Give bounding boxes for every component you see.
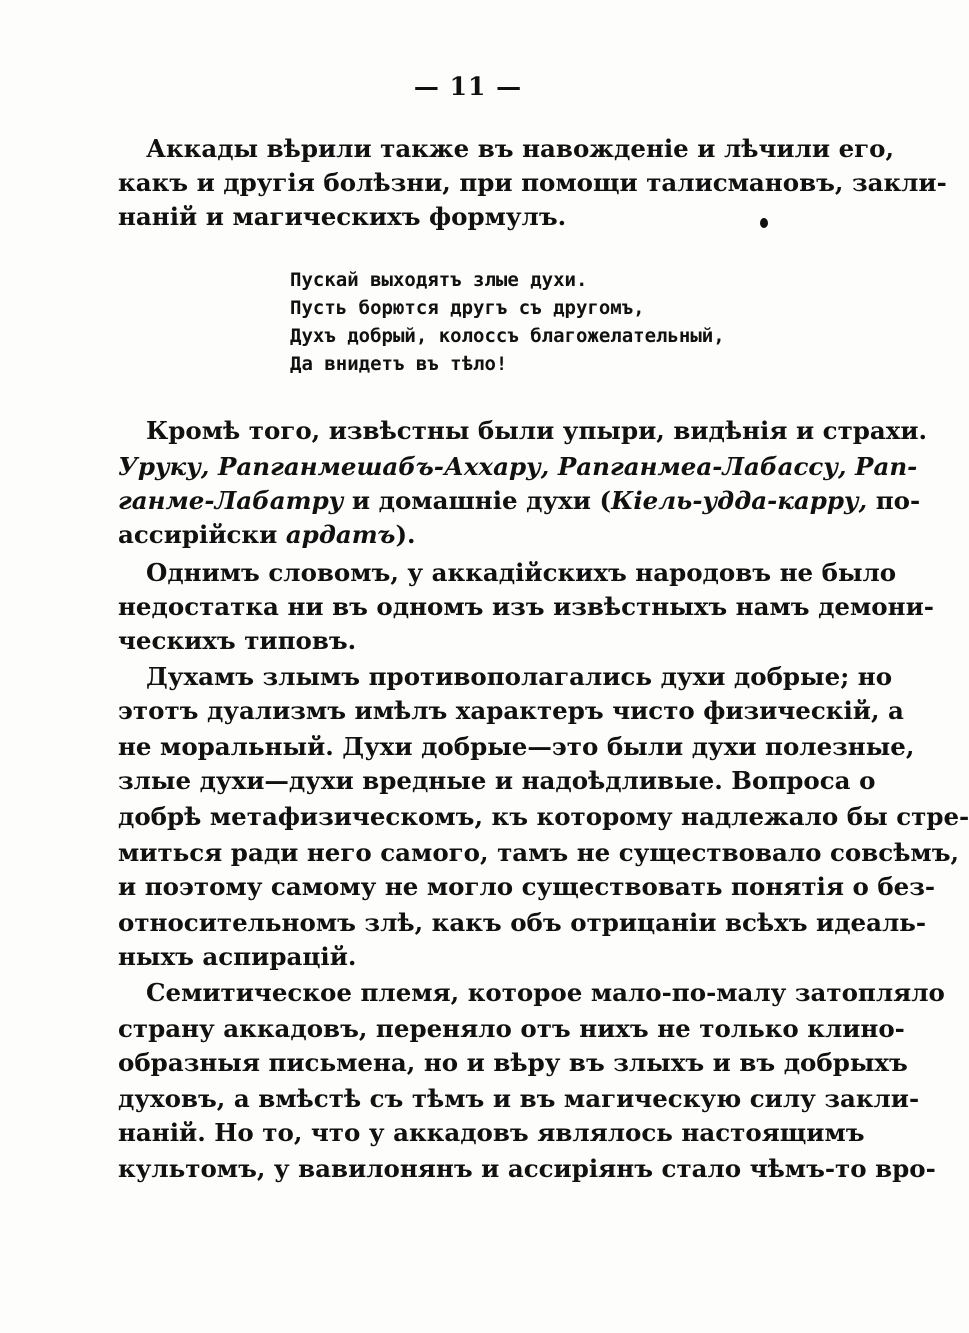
text-line: Семитическое племя, которое мало-по-малу затопляло: [146, 978, 945, 1007]
italic-text: ардатъ: [285, 520, 396, 549]
text-line: ческихъ типовъ.: [118, 626, 357, 655]
italic-text: ганме-Лабатру: [118, 486, 344, 515]
ink-dot: [760, 218, 768, 228]
text-line: злые духи—духи вредные и надоѣдливые. Вопроса о: [118, 766, 876, 795]
text-line: наній. Но то, что у аккадовъ являлось настоящимъ: [118, 1118, 865, 1147]
text-span: по-: [867, 486, 921, 515]
text-line: ныхъ аспирацій.: [118, 942, 357, 971]
text-line: духовъ, а вмѣстѣ съ тѣмъ и въ магическую силу закли-: [118, 1084, 920, 1113]
text-line: Кромѣ того, извѣстны были упыри, видѣнія и страхи.: [146, 416, 928, 445]
text-line: относительномъ злѣ, какъ объ отрицаніи всѣхъ идеаль-: [118, 908, 927, 937]
text-span: ассирійски: [118, 520, 286, 549]
text-line: страну аккадовъ, переняло отъ нихъ не только клино-: [118, 1014, 905, 1043]
text-line: и поэтому самому не могло существовать понятія о без-: [118, 872, 936, 901]
poem-line: Да внидетъ въ тѣло!: [290, 353, 508, 375]
text-span: ).: [395, 520, 416, 549]
text-line: [118, 518, 818, 552]
poem-line: Духъ добрый, колоссъ благожелательный,: [290, 325, 725, 347]
text-line: этотъ дуализмъ имѣлъ характеръ чисто физическій, а: [118, 696, 904, 725]
italic-text: Кіель-удда-карру,: [611, 486, 868, 515]
italic-text: Уруку, Рапганмешабъ-Аххару, Рапганмеа-Лабассу, Рап-: [118, 452, 918, 481]
text-line: Аккады вѣрили также въ навожденіе и лѣчили его,: [146, 134, 895, 163]
text-line: [118, 484, 921, 518]
text-line: миться ради него самого, тамъ не существовало совсѣмъ,: [118, 838, 960, 867]
page-number: — 11 —: [413, 72, 523, 101]
poem-line: Пускай выходятъ злые духи.: [290, 269, 588, 291]
text-line: образныя письмена, но и вѣру въ злыхъ и въ добрыхъ: [118, 1048, 908, 1077]
text-line: Однимъ словомъ, у аккадійскихъ народовъ не было: [146, 558, 897, 587]
text-span: и домашніе духи (: [343, 486, 612, 515]
text-line: Духамъ злымъ противополагались духи добрые; но: [146, 662, 893, 691]
poem-line: Пусть борются другъ съ другомъ,: [290, 297, 645, 319]
text-line: наній и магическихъ формулъ.: [118, 202, 567, 231]
text-line: какъ и другія болѣзни, при помощи талисмановъ, закли-: [118, 168, 947, 197]
text-line: культомъ, у вавилонянъ и ассиріянъ стало чѣмъ-то вро-: [118, 1154, 936, 1183]
text-line: добрѣ метафизическомъ, къ которому надлежало бы стре-: [118, 802, 969, 831]
text-line: недостатка ни въ одномъ изъ извѣстныхъ намъ демони-: [118, 592, 934, 621]
text-line: не моральный. Духи добрые—это были духи полезные,: [118, 732, 915, 761]
text-line: [118, 450, 918, 484]
